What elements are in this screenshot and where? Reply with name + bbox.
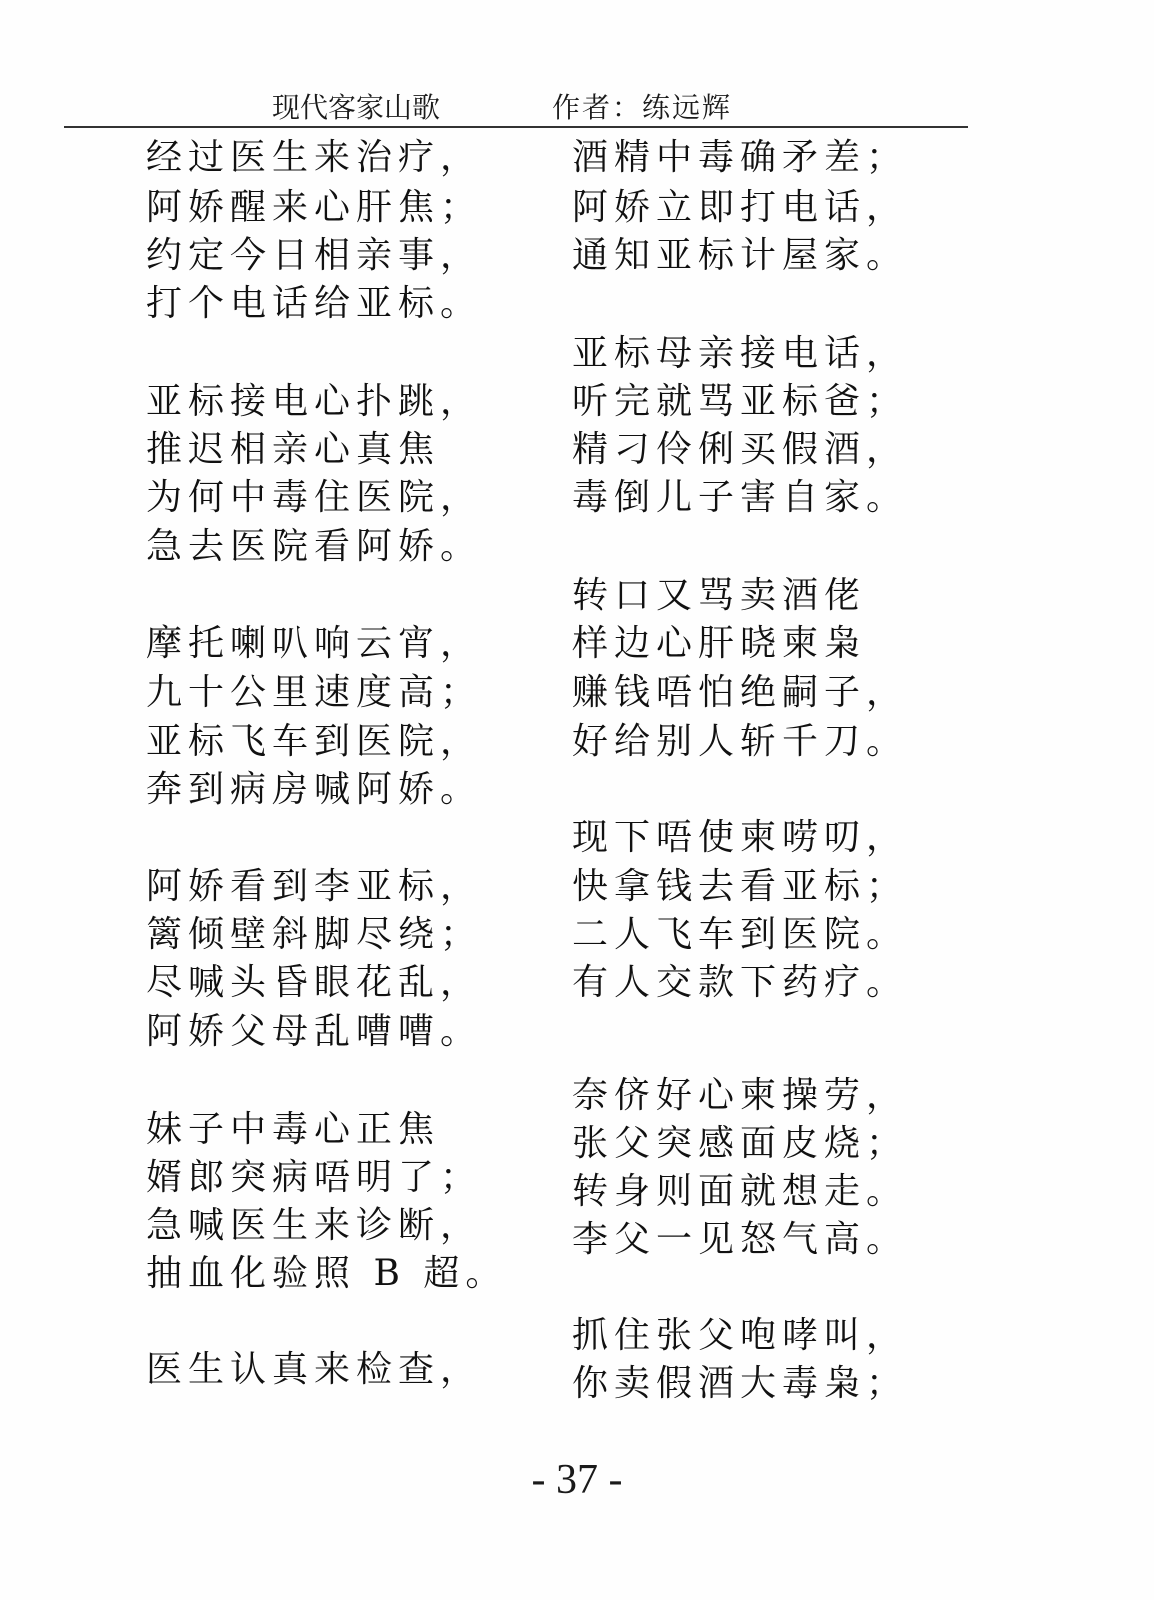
verse-line: 奈侪好心柬操劳， xyxy=(572,1075,909,1116)
verse-line: 你卖假酒大毒枭； xyxy=(572,1363,909,1404)
verse-line: 阿娇醒来心肝焦； xyxy=(146,187,483,228)
verse-line: 亚标母亲接电话， xyxy=(572,333,909,374)
verse-line: 现下唔使柬唠叨， xyxy=(572,817,909,858)
verse-line: 转身则面就想走。 xyxy=(572,1171,909,1212)
verse-line: 为何中毒住医院， xyxy=(146,477,483,518)
verse-line: 毒倒儿子害自家。 xyxy=(572,477,909,518)
page-header xyxy=(0,86,1154,122)
verse-line: 婿郎突病唔明了； xyxy=(146,1157,483,1198)
verse-line: 通知亚标计屋家。 xyxy=(572,235,909,276)
verse-line: 精刁伶俐买假酒， xyxy=(572,429,909,470)
verse-line: 经过医生来治疗， xyxy=(146,137,483,178)
author-credit: 作者：练远辉 xyxy=(552,91,733,124)
verse-line: 转口又骂卖酒佬 xyxy=(572,575,867,616)
verse-line: 阿娇看到李亚标， xyxy=(146,866,483,907)
verse-line: 尽喊头昏眼花乱， xyxy=(146,962,483,1003)
verse-line: 急去医院看阿娇。 xyxy=(146,526,483,567)
verse-line: 阿娇父母乱嘈嘈。 xyxy=(146,1011,483,1052)
verse-line: 听完就骂亚标爸； xyxy=(572,381,909,422)
verse-line: 样边心肝晓柬枭 xyxy=(572,623,867,664)
header-rule xyxy=(64,126,968,128)
book-title: 现代客家山歌 xyxy=(272,91,441,124)
verse-line: 阿娇立即打电话， xyxy=(572,187,909,228)
verse-line: 酒精中毒确矛差； xyxy=(572,137,909,178)
verse-line: 医生认真来检查， xyxy=(146,1349,483,1390)
verse-line: 李父一见怒气高。 xyxy=(572,1219,909,1260)
verse-line: 妹子中毒心正焦 xyxy=(146,1109,441,1150)
verse-line: 急喊医生来诊断， xyxy=(146,1205,483,1246)
verse-line: 奔到病房喊阿娇。 xyxy=(146,769,483,810)
verse-line: 亚标飞车到医院， xyxy=(146,721,483,762)
verse-line: 篱倾壁斜脚尽绕； xyxy=(146,914,483,955)
verse-line: 约定今日相亲事， xyxy=(146,235,483,276)
verse-line: 亚标接电心扑跳， xyxy=(146,381,483,422)
page-number: - 37 - xyxy=(531,1457,623,1503)
verse-line: 赚钱唔怕绝嗣子， xyxy=(572,672,909,713)
verse-line: 张父突感面皮烧； xyxy=(572,1123,909,1164)
verse-line: 推迟相亲心真焦 xyxy=(146,429,441,470)
verse-line: 快拿钱去看亚标； xyxy=(572,866,909,907)
verse-line: 九十公里速度高； xyxy=(146,672,483,713)
verse-line: 抓住张父咆哮叫， xyxy=(572,1315,909,1356)
verse-line: 有人交款下药疗。 xyxy=(572,962,909,1003)
verse-line: 打个电话给亚标。 xyxy=(146,283,483,324)
verse-line: 抽血化验照 B 超。 xyxy=(146,1253,508,1294)
verse-line: 摩托喇叭响云宵， xyxy=(146,623,483,664)
verse-line: 二人飞车到医院。 xyxy=(572,914,909,955)
verse-line: 好给别人斩千刀。 xyxy=(572,721,909,762)
